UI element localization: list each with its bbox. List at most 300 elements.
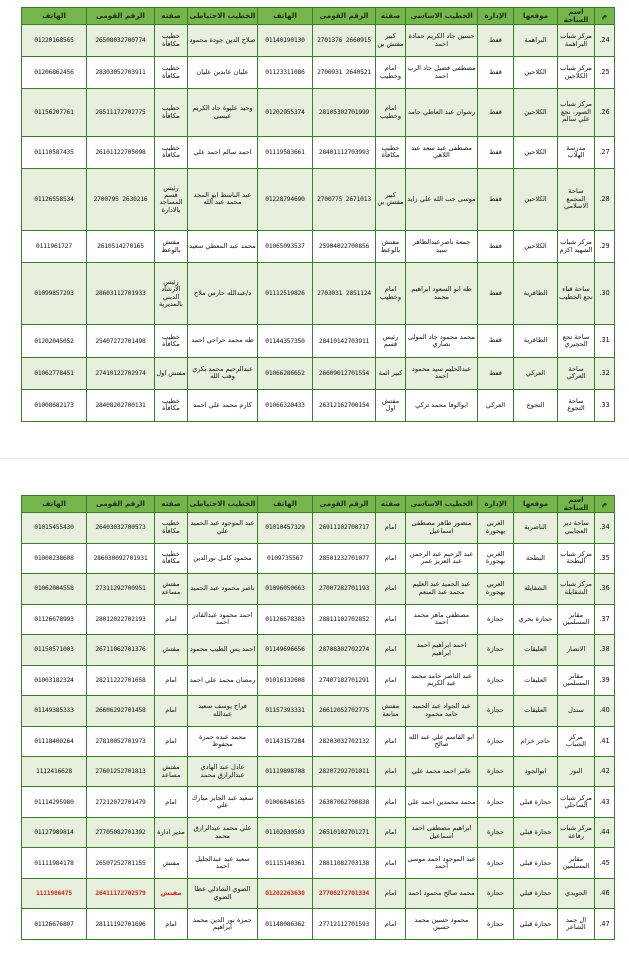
national-id-cell: 27712112701593 [313, 909, 376, 940]
national-id-cell: 26612052702775 [313, 696, 376, 726]
square-name-cell: ساحة قباء نجع الخطيب [558, 263, 595, 325]
reserve-phone-cell: 01126676807 [22, 909, 87, 940]
main-preacher-cell: محمد محمود جاد المولى نصاري [406, 325, 478, 357]
main-preacher-role-cell: امام [376, 787, 406, 817]
administration-cell: حجازة [478, 757, 514, 787]
square-name-cell: مركز شباب البطحة [558, 543, 595, 573]
main-preacher-cell: عامر احمد محمد علي [406, 757, 478, 787]
phone-cell: 01066320433 [258, 389, 313, 421]
main-preacher-role-cell: امام [376, 726, 406, 756]
reserve-preacher-role-cell: امام [155, 909, 188, 940]
reserve-national-id-cell: 2630216 2700795 [87, 168, 155, 230]
location-cell: حجازة قبلي [514, 817, 558, 847]
table-row [22, 757, 615, 787]
reserve-preacher-cell: حمزة نور الدين محمد ابراهيم [188, 909, 258, 940]
administration-cell: قفط [478, 168, 514, 230]
administration-cell: حجازة [478, 878, 514, 908]
reserve-preacher-cell: صلاح الدين جودة محمود [188, 25, 258, 57]
national-id-cell: 2851124 2703031 [313, 263, 376, 325]
national-id-cell: 26911102700717 [313, 513, 376, 543]
page-divider [0, 458, 629, 459]
reserve-preacher-cell: طه محمد حراجي احمد [188, 325, 258, 357]
square-name-cell: مركز شباب الشقايلة [558, 574, 595, 604]
reserve-phone-cell: 01062004558 [22, 574, 87, 604]
square-name-cell: ساحة المجمع الاسلامي [558, 168, 595, 230]
square-name-cell: مركز شباب الشهيد اكرم [558, 231, 595, 263]
reserve-phone-cell: 01127989814 [22, 817, 87, 847]
square-name-cell: مقابر المسلمين [558, 665, 595, 695]
location-cell: حجازة بحري [514, 604, 558, 634]
table-row [22, 909, 615, 940]
reserve-preacher-role-cell: امام [155, 604, 188, 634]
reserve-national-id-cell: 27410122702974 [87, 357, 155, 389]
administration-cell: العركي [478, 389, 514, 421]
square-name-cell: النور [558, 757, 595, 787]
col-header-main-preacher: الخطيب الاساسى [406, 496, 478, 513]
reserve-preacher-cell: سعيد عبد عبدالجليل احمد [188, 848, 258, 878]
reserve-preacher-cell: عادل عبد الهادي عبدالرازق محمد [188, 757, 258, 787]
main-preacher-cell: عبد الناصر حامد محمد عبد الكريم [406, 665, 478, 695]
col-header-square: اسم الساحة [558, 8, 595, 25]
administration-cell: الغربي بهجورة [478, 513, 514, 543]
table-header-row [22, 496, 615, 513]
square-name-cell: الانصار [558, 635, 595, 665]
col-header-location: موقعها [514, 8, 558, 25]
square-name-cell: مركز شباب رفاعة [558, 817, 595, 847]
main-preacher-role-cell: مفتش متابعة [376, 696, 406, 726]
reserve-phone-cell: 01149385333 [22, 696, 87, 726]
phone-cell: 01202263630 [258, 878, 313, 908]
phone-cell: 01119898708 [258, 757, 313, 787]
row-index-cell: 42. [595, 757, 615, 787]
col-header-index: م [595, 8, 615, 25]
main-preacher-role-cell: امام [376, 513, 406, 543]
square-name-cell: مركز شباب الساحلي [558, 787, 595, 817]
row-index-cell: 30. [595, 263, 615, 325]
reserve-phone-cell: 0111961727 [22, 231, 87, 263]
col-header-role2: صفته [155, 496, 188, 513]
main-preacher-role-cell: امام [376, 635, 406, 665]
table-row [22, 25, 615, 57]
main-preacher-cell: عبد الجواد عبد الحميد حامد محمود [406, 696, 478, 726]
national-id-cell: 28105302701999 [313, 89, 376, 136]
administration-cell: حجازة [478, 817, 514, 847]
phone-cell: 01115140361 [258, 848, 313, 878]
reserve-preacher-role-cell: خطيب مكافأة [155, 389, 188, 421]
reserve-phone-cell: 01126558534 [22, 168, 87, 230]
reserve-phone-cell: 01202045052 [22, 325, 87, 357]
administration-cell: حجازة [478, 909, 514, 940]
reserve-preacher-role-cell: مفتش مساعد [155, 574, 188, 604]
row-index-cell: 29. [595, 231, 615, 263]
reserve-national-id-cell: 26507252701155 [87, 848, 155, 878]
reserve-phone-cell: 01015455430 [22, 513, 87, 543]
reserve-preacher-cell: احمد يس الطيب محمود [188, 635, 258, 665]
reserve-phone-cell: 01150571003 [22, 635, 87, 665]
main-preacher-cell: منصور طاهر مصطفى اسماعيل [406, 513, 478, 543]
administration-cell: قفط [478, 136, 514, 168]
table-row [22, 89, 615, 136]
administration-cell: حجازة [478, 604, 514, 634]
reserve-preacher-cell: د/عبدالله حارس ملاح [188, 263, 258, 325]
table-header-row [22, 8, 615, 25]
phone-cell: 01140190130 [258, 25, 313, 57]
national-id-cell: 26510102701271 [313, 817, 376, 847]
table-row [22, 57, 615, 89]
reserve-preacher-role-cell: مفتش مساعد [155, 757, 188, 787]
phone-cell: 01123311086 [258, 57, 313, 89]
main-preacher-role-cell: رئيس قسم [376, 325, 406, 357]
reserve-national-id-cell: 27212072701479 [87, 787, 155, 817]
administration-cell: قفط [478, 57, 514, 89]
main-preacher-role-cell: كبير ائمة [376, 357, 406, 389]
table-row [22, 878, 615, 908]
reserve-preacher-role-cell: رئيس قسم المساجد بالادارة [155, 168, 188, 230]
location-cell: الظافرية [514, 263, 558, 325]
reserve-phone-cell: 01062778451 [22, 357, 87, 389]
reserve-national-id-cell: 25407272701498 [87, 325, 155, 357]
square-name-cell: مقابر المسلمين [558, 604, 595, 634]
national-id-cell: 28811082703138 [313, 848, 376, 878]
reserve-preacher-role-cell: مدير ادارة [155, 817, 188, 847]
reserve-national-id-cell: 28012022702193 [87, 604, 155, 634]
reserve-preacher-role-cell: امام [155, 696, 188, 726]
row-index-cell: 31. [595, 325, 615, 357]
main-preacher-cell: محمد صالح محمود احمد [406, 878, 478, 908]
administration-cell: حجازة [478, 696, 514, 726]
location-cell: حجازة قبلي [514, 848, 558, 878]
col-header-phone: الهاتف [258, 8, 313, 25]
reserve-phone-cell: 01003182324 [22, 665, 87, 695]
row-index-cell: 46. [595, 878, 615, 908]
reserve-preacher-cell: علي محمد عبدالرازق محمد [188, 817, 258, 847]
reserve-national-id-cell: 27705082701392 [87, 817, 155, 847]
reserve-preacher-cell: الضوي الشاذلي عطا الضوي [188, 878, 258, 908]
square-name-cell: مدرسة الهلاب [558, 136, 595, 168]
phone-cell: 01126678383 [258, 604, 313, 634]
location-cell: حاجر خزام [514, 726, 558, 756]
main-preacher-role-cell: خطيب مكافأة [376, 136, 406, 168]
location-cell: العليقات [514, 665, 558, 695]
phone-cell: 01228794690 [258, 168, 313, 230]
national-id-cell: 27007282701193 [313, 574, 376, 604]
national-id-cell: 27708272701334 [313, 878, 376, 908]
national-id-cell: 28410142703911 [313, 325, 376, 357]
square-name-cell: مقابر المسلمين [558, 848, 595, 878]
row-index-cell: 38. [595, 635, 615, 665]
main-preacher-cell: عبدالحليم سيد محمود احمد [406, 357, 478, 389]
phone-cell: 01202955374 [258, 89, 313, 136]
administration-cell: حجازة [478, 848, 514, 878]
reserve-preacher-role-cell: مفتش [155, 878, 188, 908]
roster-sheet-1 [21, 7, 614, 422]
phone-cell: 01157393331 [258, 696, 313, 726]
main-preacher-role-cell: امام [376, 909, 406, 940]
main-preacher-cell: مصطفى فضيل جاد الرب احمد [406, 57, 478, 89]
main-preacher-cell: مصطفى عبد سعد عبد اللاهي [406, 136, 478, 168]
col-header-square: اسم الساحة [558, 496, 595, 513]
reserve-phone-cell: 01000238608 [22, 543, 87, 573]
phone-cell: 01149696656 [258, 635, 313, 665]
administration-cell: حجازة [478, 665, 514, 695]
table-row [22, 848, 615, 878]
square-name-cell: ساحة نجع الحجيري [558, 325, 595, 357]
row-index-cell: 35. [595, 543, 615, 573]
reserve-phone-cell: 1111986475 [22, 878, 87, 908]
col-header-phone2: الهاتف [22, 8, 87, 25]
national-id-cell: 28203032702132 [313, 726, 376, 756]
reserve-preacher-cell: محمود كامل نورالدين [188, 543, 258, 573]
reserve-phone-cell: 01099857293 [22, 263, 87, 325]
location-cell: الكلاحين [514, 168, 558, 230]
table-row [22, 696, 615, 726]
reserve-national-id-cell: 28211222701658 [87, 665, 155, 695]
table-row [22, 604, 615, 634]
administration-cell: حجازة [478, 726, 514, 756]
square-name-cell: مركز شباب الصور، نجع علي سالم [558, 89, 595, 136]
table-row [22, 231, 615, 263]
phone-cell: 01065093537 [258, 231, 313, 263]
reserve-phone-cell: 01114295980 [22, 787, 87, 817]
main-preacher-cell: عبد الحميد عبد العليم محمد عبد المنعم [406, 574, 478, 604]
col-header-national-id2: الرقم القومى [87, 496, 155, 513]
national-id-cell: 28708302702274 [313, 635, 376, 665]
row-index-cell: 28. [595, 168, 615, 230]
reserve-preacher-role-cell: امام [155, 665, 188, 695]
location-cell: العركي [514, 357, 558, 389]
col-header-location: موقعها [514, 496, 558, 513]
reserve-preacher-role-cell: خطيب مكافأة [155, 136, 188, 168]
phone-cell: 01102030503 [258, 817, 313, 847]
main-preacher-cell: عبد الرحيم عبد الرحمن عبد العزيز عمر [406, 543, 478, 573]
reserve-national-id-cell: 27311292700951 [87, 574, 155, 604]
national-id-cell: 26307062700838 [313, 787, 376, 817]
phone-cell: 01148086362 [258, 909, 313, 940]
reserve-phone-cell: 01220168565 [22, 25, 87, 57]
main-preacher-cell: محمد محمدين احمد علي [406, 787, 478, 817]
phone-cell: 01066286652 [258, 357, 313, 389]
main-preacher-role-cell: امام [376, 817, 406, 847]
main-preacher-role-cell: امام [376, 878, 406, 908]
row-index-cell: 47. [595, 909, 615, 940]
main-preacher-role-cell: كبير مفتش بن [376, 25, 406, 57]
row-index-cell: 39. [595, 665, 615, 695]
reserve-preacher-cell: احمد محمود عبدالقادر احمد [188, 604, 258, 634]
reserve-preacher-role-cell: خطيب مكافأة [155, 325, 188, 357]
reserve-preacher-cell: ناصر محمود عبد الحميد [188, 574, 258, 604]
main-preacher-role-cell: مفتش اول [376, 389, 406, 421]
col-header-reserve-preacher: الخطيب الاحتياطى [188, 496, 258, 513]
administration-cell: قفط [478, 25, 514, 57]
phone-cell: 01010457329 [258, 513, 313, 543]
reserve-phone-cell: 1112416628 [22, 757, 87, 787]
main-preacher-role-cell: امام [376, 543, 406, 573]
location-cell: الكلاحين [514, 231, 558, 263]
row-index-cell: 34. [595, 513, 615, 543]
main-preacher-role-cell: امام [376, 665, 406, 695]
reserve-preacher-cell: وحيد عليوة جاد الكريم عيسى [188, 89, 258, 136]
row-index-cell: 41. [595, 726, 615, 756]
row-index-cell: 36. [595, 574, 615, 604]
administration-cell: قفط [478, 231, 514, 263]
main-preacher-cell: جمعة ناصرعبدالظاهر سيد [406, 231, 478, 263]
reserve-preacher-cell: رمضان محمد علي احمد [188, 665, 258, 695]
main-preacher-cell: محمود حسين محمد حسين [406, 909, 478, 940]
phone-cell: 0109735567 [258, 543, 313, 573]
national-id-cell: 27407182701291 [313, 665, 376, 695]
main-preacher-cell: مصطفى ماهر محمد احمد [406, 604, 478, 634]
main-preacher-cell: موسى جب الله علي زايد [406, 168, 478, 230]
reserve-preacher-role-cell: خطيب مكافأة [155, 513, 188, 543]
administration-cell: قفط [478, 325, 514, 357]
administration-cell: الغربي بهجورة [478, 543, 514, 573]
square-name-cell: مركز شباب الكلاحين [558, 57, 595, 89]
reserve-phone-cell: 01110587435 [22, 136, 87, 168]
national-id-cell: 2640521 2700931 [313, 57, 376, 89]
national-id-cell: 25904022700856 [313, 231, 376, 263]
table-row [22, 357, 615, 389]
reserve-national-id-cell: 26101122705098 [87, 136, 155, 168]
reserve-national-id-cell: 286030092701931 [87, 543, 155, 573]
reserve-national-id-cell: 28111192701696 [87, 909, 155, 940]
reserve-preacher-cell: سعيد عبد الجابر مبارك علي [188, 787, 258, 817]
table-row [22, 168, 615, 230]
location-cell: حجازة قبلي [514, 909, 558, 940]
reserve-preacher-role-cell: خطيب مكافأة [155, 543, 188, 573]
reserve-phone-cell: 01206862456 [22, 57, 87, 89]
col-header-national-id: الرقم القومى [313, 8, 376, 25]
reserve-preacher-cell: محمد عبده حمزة محفوظ [188, 726, 258, 756]
reserve-national-id-cell: 28511172702775 [87, 89, 155, 136]
table-row [22, 574, 615, 604]
reserve-preacher-role-cell: مفتش [155, 848, 188, 878]
main-preacher-cell: حسين جاد الكريم حمادة احمد [406, 25, 478, 57]
row-index-cell: 45. [595, 848, 615, 878]
main-preacher-cell: عبد الموجود احمد موسى احمد [406, 848, 478, 878]
national-id-cell: 28501232701077 [313, 543, 376, 573]
reserve-national-id-cell: 28303052703911 [87, 57, 155, 89]
reserve-national-id-cell: 28408202700131 [87, 389, 155, 421]
col-header-phone2: الهاتف [22, 496, 87, 513]
table-row [22, 325, 615, 357]
main-preacher-cell: طه ابو السعود ابراهيم محمد [406, 263, 478, 325]
location-cell: العليقات [514, 696, 558, 726]
administration-cell: قفط [478, 263, 514, 325]
location-cell: حجازة قبلي [514, 787, 558, 817]
square-name-cell: ساحة التجوع [558, 389, 595, 421]
main-preacher-cell: ابو القاسم علي عبد الله صالح [406, 726, 478, 756]
reserve-preacher-cell: عبدالرحيم محمد بكري وهب الله [188, 357, 258, 389]
reserve-preacher-role-cell: مفتش اول [155, 357, 188, 389]
location-cell: التجوع [514, 389, 558, 421]
reserve-preacher-role-cell: خطيب مكافأة [155, 89, 188, 136]
main-preacher-role-cell: امام وخطيب [376, 263, 406, 325]
main-preacher-role-cell: كبير مفتش بن [376, 168, 406, 230]
national-id-cell: 28811102702852 [313, 604, 376, 634]
square-name-cell: ال حمد الشاعر [558, 909, 595, 940]
location-cell: البطحة [514, 543, 558, 573]
reserve-preacher-role-cell: امام [155, 726, 188, 756]
row-index-cell: 24. [595, 25, 615, 57]
phone-cell: 01119583661 [258, 136, 313, 168]
national-id-cell: 28207292701011 [313, 757, 376, 787]
reserve-preacher-role-cell: خطيب مكافأة [155, 57, 188, 89]
reserve-phone-cell: 01156207761 [22, 89, 87, 136]
reserve-preacher-cell: احمد سالم احمد علي [188, 136, 258, 168]
reserve-preacher-cell: عبد الموجود عبد الحميد علي [188, 513, 258, 543]
reserve-national-id-cell: 27601252701813 [87, 757, 155, 787]
administration-cell: حجازة [478, 787, 514, 817]
col-header-admin: الإدارة [478, 8, 514, 25]
table-row [22, 726, 615, 756]
row-index-cell: 27. [595, 136, 615, 168]
reserve-national-id-cell: 26711062701376 [87, 635, 155, 665]
phone-cell: 01143157284 [258, 726, 313, 756]
col-header-role2: صفته [155, 8, 188, 25]
phone-cell: 01144357350 [258, 325, 313, 357]
location-cell: الناصرية [514, 513, 558, 543]
col-header-national-id: الرقم القومى [313, 496, 376, 513]
location-cell: الكلاحين [514, 89, 558, 136]
reserve-national-id-cell: 26606292701458 [87, 696, 155, 726]
roster-sheet-2 [21, 495, 614, 940]
main-preacher-cell: ابراهيم مصطفى احمد اسماعيل [406, 817, 478, 847]
main-preacher-role-cell: امام [376, 757, 406, 787]
row-index-cell: 33. [595, 389, 615, 421]
reserve-national-id-cell: 2610514270165 [87, 231, 155, 263]
reserve-preacher-role-cell: امام [155, 787, 188, 817]
col-header-main-preacher: الخطيب الاساسى [406, 8, 478, 25]
reserve-preacher-role-cell: رئيس الارشاد الديني بالمديرية [155, 263, 188, 325]
reserve-preacher-cell: كارم محمد علي احمد [188, 389, 258, 421]
table-row [22, 543, 615, 573]
location-cell: الظافرية [514, 325, 558, 357]
main-preacher-cell: ابوالوفا محمد تركي [406, 389, 478, 421]
reserve-phone-cell: 01111984178 [22, 848, 87, 878]
square-name-cell: ساحة العركي [558, 357, 595, 389]
table-row [22, 817, 615, 847]
phone-cell: 01006846165 [258, 787, 313, 817]
main-preacher-role-cell: امام وخطيب [376, 89, 406, 136]
reserve-phone-cell: 01118400264 [22, 726, 87, 756]
col-header-role: صفته [376, 496, 406, 513]
table-row [22, 263, 615, 325]
national-id-cell: 2660915 2701376 [313, 25, 376, 57]
table-row [22, 389, 615, 421]
location-cell: العليقات [514, 635, 558, 665]
phone-cell: 01112519826 [258, 263, 313, 325]
square-name-cell: مركز شباب البراهمة [558, 25, 595, 57]
location-cell: الكلاحين [514, 57, 558, 89]
main-preacher-role-cell: امام [376, 604, 406, 634]
main-preacher-role-cell: امام وخطيب [376, 57, 406, 89]
reserve-preacher-cell: فراج يوسف سعيد عبدالله [188, 696, 258, 726]
square-name-cell: ساحة دير العجايبي [558, 513, 595, 543]
reserve-national-id-cell: 27810052701973 [87, 726, 155, 756]
col-header-national-id2: الرقم القومى [87, 8, 155, 25]
location-cell: الكلاحين [514, 136, 558, 168]
reserve-national-id-cell: 26403032700573 [87, 513, 155, 543]
roster-table-2 [21, 495, 615, 940]
reserve-phone-cell: 01008682173 [22, 389, 87, 421]
square-name-cell: الجويدي [558, 878, 595, 908]
reserve-preacher-cell: عبد الباسط ابو المجد محمد عبد الله [188, 168, 258, 230]
administration-cell: حجازة [478, 635, 514, 665]
square-name-cell: مركز الشباب [558, 726, 595, 756]
main-preacher-cell: احمد ابراهيم احمد ابراهيم [406, 635, 478, 665]
table-row [22, 787, 615, 817]
location-cell: ابوالجود [514, 757, 558, 787]
